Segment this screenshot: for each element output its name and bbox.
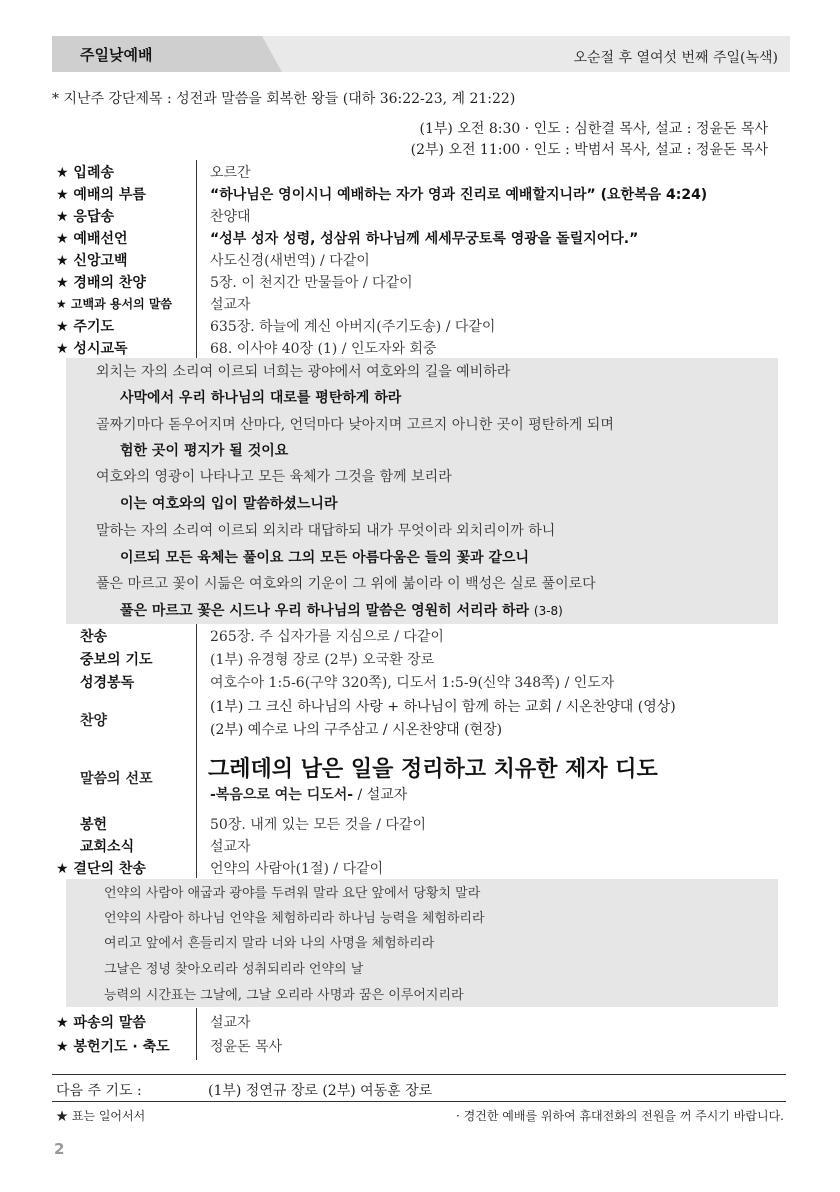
lyric-line: 여리고 앞에서 흔들리지 말라 너와 나의 사명을 체험하리라: [104, 936, 435, 951]
standing-note: ★ 표는 일어서서: [56, 1109, 146, 1123]
order-value: 찬양대: [210, 209, 251, 225]
reading-line: 외치는 자의 소리여 이르되 너희는 광야에서 여호와의 길을 예비하라: [96, 364, 511, 380]
lyric-line: 그날은 정녕 찾아오리라 성취되리라 언약의 날: [104, 962, 364, 977]
reading-line: 풀은 마르고 꽃은 시드나 우리 하나님의 말씀은 영원히 서리라 하라 (3-8): [120, 603, 563, 619]
previous-sermon-title: * 지난주 강단제목 : 성전과 말씀을 회복한 왕들 (대하 36:22-23, 계 21:22): [52, 91, 516, 107]
reading-reference: (3-8): [533, 604, 563, 618]
next-week-label: 다음 주 기도 :: [56, 1083, 142, 1099]
sermon-title: 그레데의 남은 일을 정리하고 치유한 제자 디도: [208, 757, 658, 782]
sermon-preacher: / 설교자: [353, 787, 408, 803]
order-value: 설교자: [210, 297, 251, 313]
label-divider: [196, 160, 197, 358]
section-header: [52, 36, 790, 72]
reading-line: 사막에서 우리 하나님의 대로를 평탄하게 하라: [120, 390, 402, 406]
order-value: (1부) 유경형 장로 (2부) 오국환 장로: [210, 652, 435, 668]
order-value: “하나님은 영이시니 예배하는 자가 영과 진리로 예배할지니라” (요한복음 4:24): [210, 187, 708, 203]
reading-line: 말하는 자의 소리여 이르되 외치라 대답하되 내가 무엇이라 외치리이까 하니: [96, 523, 556, 539]
label-divider: [196, 856, 197, 878]
anthem-line: (1부) 그 크신 하나님의 사랑 + 하나님이 함께 하는 교회 / 시온찬양대 (영상): [210, 699, 676, 715]
next-week-prayer: (1부) 정연규 장로 (2부) 여동훈 장로: [208, 1083, 433, 1099]
anthem-label: 찬양: [80, 713, 108, 729]
sermon-label: 말씀의 선포: [80, 771, 153, 787]
order-value: 설교자: [210, 839, 251, 855]
reading-line: 풀은 마르고 꽃이 시듦은 여호와의 기운이 그 위에 붊이라 이 백성은 실로 풀이로다: [96, 576, 596, 592]
service-second: (2부) 오전 11:00 · 인도 : 박범서 목사, 설교 : 정윤돈 목사: [410, 142, 768, 158]
reading-line: 여호와의 영광이 나타나고 모든 육체가 그것을 함께 보리라: [96, 469, 452, 485]
order-value: 265장. 주 십자가를 지심으로 / 다같이: [210, 629, 444, 645]
order-value: 정윤돈 목사: [210, 1039, 283, 1055]
reading-line: 이르되 모든 육체는 풀이요 그의 모든 아름다움은 들의 꽃과 같으니: [120, 550, 530, 566]
divider: [52, 1101, 786, 1102]
page-number: 2: [54, 1140, 65, 1158]
order-value: 68. 이사야 40장 (1) / 인도자와 회중: [210, 341, 437, 357]
lyric-line: 언약의 사람아 애굽과 광야를 두려워 말라 요단 앞에서 당황치 말라: [104, 886, 481, 901]
label-divider: [196, 1008, 197, 1060]
label-divider: [196, 624, 197, 856]
order-value: 635장. 하늘에 계신 아버지(주기도송) / 다같이: [210, 319, 496, 335]
order-value: 5장. 이 천지간 만물들아 / 다같이: [210, 275, 413, 291]
order-value: 오르간: [210, 165, 251, 181]
lyric-line: 언약의 사람아 하나님 언약을 체험하리라 하나님 능력을 체험하리라: [104, 911, 485, 926]
order-value: 사도신경(새번역) / 다같이: [210, 253, 370, 269]
service-first: (1부) 오전 8:30 · 인도 : 심한결 목사, 설교 : 정윤돈 목사: [419, 121, 768, 137]
reading-line: 이는 여호와의 입이 말씀하셨느니라: [120, 496, 338, 512]
order-value: “성부 성자 성령, 성삼위 하나님께 세세무궁토록 영광을 돌릴지어다.”: [210, 231, 639, 247]
liturgical-day: 오순절 후 열여섯 번째 주일(녹색): [573, 50, 778, 66]
lyric-line: 능력의 시간표는 그날에, 그날 오리라 사명과 꿈은 이루어지리라: [104, 988, 464, 1003]
order-value: 언약의 사람아(1절) / 다같이: [210, 861, 384, 877]
page-title: 주일낮예배: [80, 46, 153, 64]
order-value: 여호수아 1:5-6(구약 320쪽), 디도서 1:5-9(신약 348쪽) / 인도자: [210, 675, 615, 691]
order-value: 설교자: [210, 1015, 251, 1031]
anthem-line: (2부) 예수로 나의 구주삼고 / 시온찬양대 (현장): [210, 722, 503, 738]
reading-line: 골짜기마다 돋우어지며 산마다, 언덕마다 낮아지며 고르지 아니한 곳이 평탄하게 되며: [96, 417, 614, 433]
sermon-series: -복음으로 여는 디도서-: [210, 787, 354, 803]
order-value: 50장. 내게 있는 모든 것을 / 다같이: [210, 817, 426, 833]
divider: [52, 1074, 786, 1075]
phone-notice: · 경건한 예배를 위하여 휴대전화의 전원을 꺼 주시기 바랍니다.: [456, 1109, 784, 1123]
reading-line: 험한 곳이 평지가 될 것이요: [120, 443, 289, 459]
sermon-subtitle: [210, 784, 407, 804]
